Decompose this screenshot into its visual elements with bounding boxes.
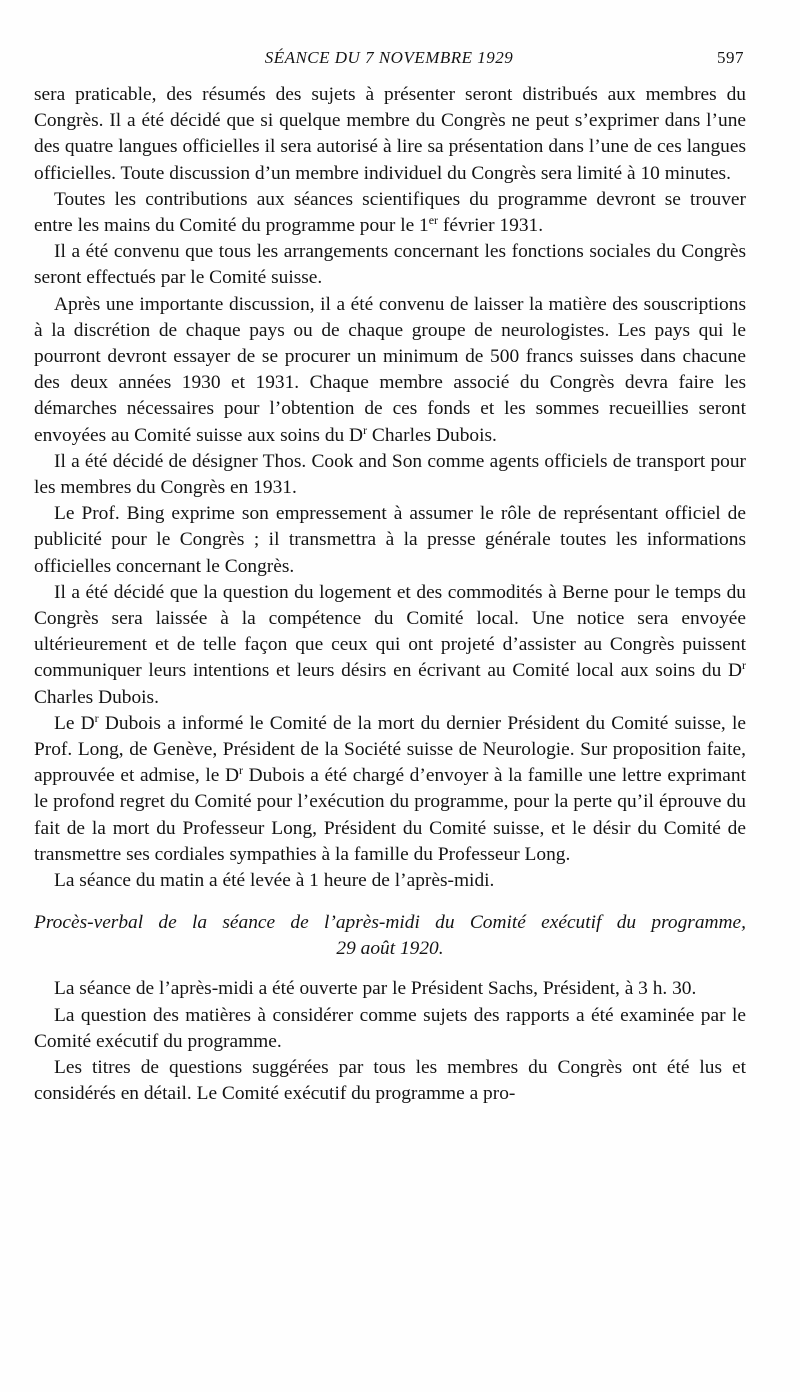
paragraph-text: Charles Dubois. [367, 424, 497, 446]
paragraph-text: Toutes les contributions aux séances scientifiques du programme devront se trouver entre les mains du Comité du programme pour le 1 [34, 188, 746, 237]
paragraph [34, 501, 746, 580]
section-title-line: Procès-verbal de la séance de l’après-midi du Comité exécutif du programme, [34, 912, 746, 934]
paragraph-text: La question des matières à considérer comme sujets des rapports a été examinée par le Comité exécutif du programme. [34, 1004, 746, 1052]
paragraph [34, 1003, 746, 1055]
superscript: r [94, 710, 99, 725]
paragraph-text: Charles Dubois. [34, 686, 159, 708]
superscript: r [363, 422, 368, 437]
paragraph-text: Il a été convenu que tous les arrangements concernant les fonctions sociales du Congrès seront effectués par le Comité suisse. [34, 241, 746, 289]
running-head [34, 48, 744, 74]
document-body [34, 82, 746, 1107]
paragraph-text: Les titres de questions suggérées par tous les membres du Congrès ont été lus et considérés en détail. Le Comité exécutif du programme a pro- [34, 1056, 746, 1105]
section-title-date: 29 août 1920. [336, 938, 444, 960]
paragraph-text: Il a été décidé de désigner Thos. Cook and Son comme agents officiels de transport pour les membres du Congrès en 1931. [34, 450, 746, 499]
paragraph [34, 449, 746, 501]
paragraph [34, 187, 746, 239]
paragraph-text: Le D [54, 712, 95, 734]
page-number: 597 [717, 48, 744, 67]
paragraph-text: Après une importante discussion, il a été convenu de laisser la matière des souscriptions à la discrétion de chaque pays ou de chaque groupe de neurologistes. Les pays qui le pourront devront essayer de se procurer un minimum de 500 francs suisses dans chacune des deux années 1930 et 1931. Chaque membre associé du Congrès devra faire les démarches nécessaires pour l’obtention de ces fonds et les sommes recueillies seront envoyées au Comité suisse aux soins du D [34, 293, 746, 446]
paragraph-text: Dubois a été chargé d’envoyer à la famille une lettre exprimant le profond regret du Comité pour l’exécution du programme, pour la perte qu’il éprouve du fait de la mort du Professeur Long, Président du Comité suisse, et le désir du Comité de transmettre ses cordiales sympathies à la famille du Professeur Long. [34, 765, 746, 865]
paragraph [34, 292, 746, 449]
paragraph [34, 976, 746, 1002]
paragraph-text: Le Prof. Bing exprime son empressement à assumer le rôle de représentant officiel de publicité pour le Congrès ; il transmettra à la presse générale toutes les informations officielles concernant le Congrès. [34, 503, 746, 577]
superscript: r [239, 763, 244, 778]
paragraph [34, 1055, 746, 1107]
superscript: r [742, 658, 746, 673]
paragraph-text: février 1931. [438, 215, 544, 237]
paragraph [34, 239, 746, 291]
paragraph [34, 580, 746, 711]
paragraph [34, 711, 746, 868]
paragraph-text: sera praticable, des résumés des sujets à présenter seront distribués aux membres du Congrès. Il a été décidé que si quelque membre du Congrès ne peut s’exprimer dans l’une des quatre langues officielles il sera autorisé à lire sa présentation dans l’une de ces langues officielles. Toute discussion d’un membre individuel du Congrès sera limité à 10 minutes. [34, 84, 746, 184]
paragraph-text: La séance du matin a été levée à 1 heure de l’après-midi. [54, 870, 495, 892]
section-title [34, 910, 746, 962]
paragraph-text: Dubois a informé le Comité de la mort du dernier Président du Comité suisse, le Prof. Long, de Genève, Président de la Société suisse de Neurologie. Sur proposition faite, approuvée et admise, le D [34, 712, 746, 787]
running-head-title: SÉANCE DU 7 NOVEMBRE 1929 [264, 48, 514, 67]
superscript: er [428, 213, 439, 228]
paragraph-text: Il a été décidé que la question du logement et des commodités à Berne pour le temps du Congrès sera laissée à la compétence du Comité local. Une notice sera envoyée ultérieurement et de telle façon que ceux qui ont projeté d’assister au Congrès puissent communiquer leurs intentions et leurs désirs en écrivant au Comité local aux soins du D [34, 581, 746, 682]
paragraph-text: La séance de l’après-midi a été ouverte par le Président Sachs, Président, à 3 h. 30. [54, 978, 697, 1000]
paragraph [34, 868, 746, 894]
paragraph [34, 82, 746, 187]
